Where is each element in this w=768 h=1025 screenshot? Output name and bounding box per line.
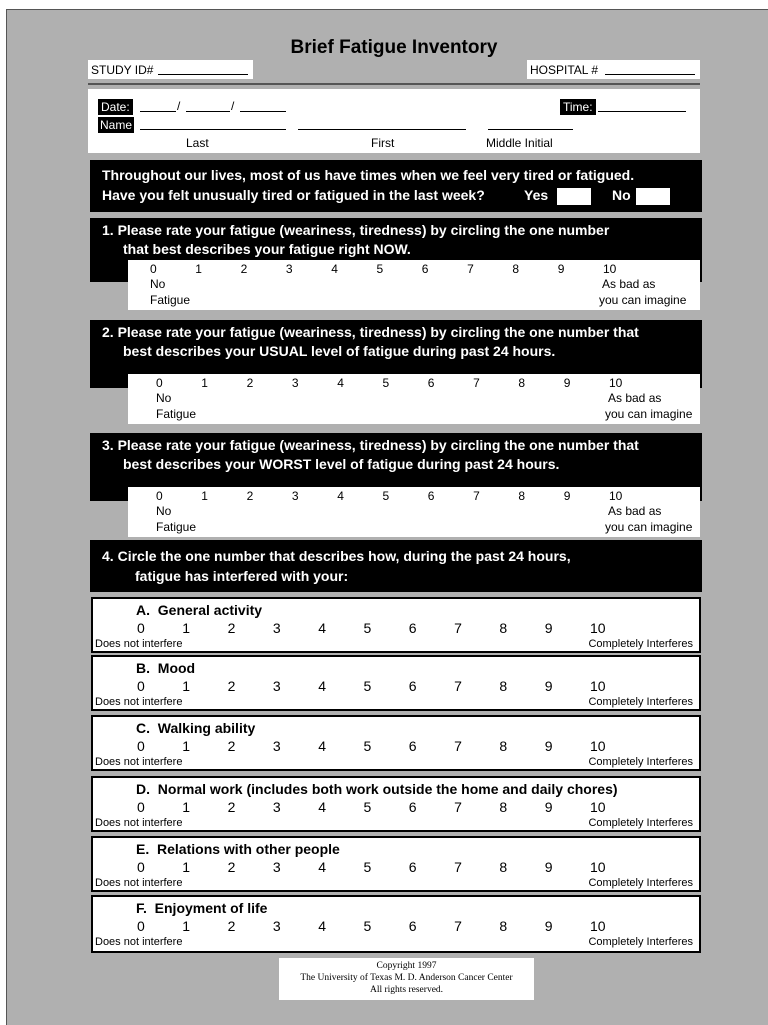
interference-item-title: C. Walking ability (136, 720, 256, 736)
scale-option[interactable]: 7 (454, 678, 462, 694)
scale-option[interactable]: 4 (318, 738, 326, 754)
intro-line-2: Have you felt unusually tired or fatigued in the last week? (102, 187, 485, 203)
study-id-field[interactable] (158, 74, 248, 75)
scale-option[interactable]: 9 (544, 799, 553, 815)
scale-option[interactable]: 4 (318, 678, 326, 694)
scale-option[interactable]: 8 (518, 489, 526, 503)
first-name-field[interactable] (298, 129, 466, 130)
first-caption: First (371, 136, 395, 150)
scale-option[interactable]: 10 (609, 489, 623, 503)
scale-option[interactable]: 10 (590, 859, 606, 875)
scale-option[interactable]: 8 (518, 376, 526, 390)
low-anchor-label: Does not interfere (95, 756, 183, 768)
intro-box (90, 160, 702, 212)
scale-option[interactable]: 7 (454, 620, 462, 636)
scale-option[interactable]: 0 (137, 620, 145, 636)
scale-option[interactable]: 4 (337, 376, 344, 390)
high-anchor-label: As bad as (602, 277, 656, 291)
low-anchor-label: Does not interfere (95, 817, 183, 829)
copyright-line-1: Copyright 1997 (376, 961, 437, 971)
interference-item-a (91, 597, 701, 653)
low-anchor-label: No (156, 504, 172, 518)
scale-option[interactable]: 8 (499, 918, 508, 934)
high-anchor-label: Completely Interferes (588, 817, 693, 829)
scale-option[interactable]: 9 (557, 262, 565, 276)
scale-option[interactable]: 0 (137, 859, 145, 875)
low-anchor-label: Does not interfere (95, 638, 183, 650)
scale-option[interactable]: 5 (363, 678, 372, 694)
question-2-line-2: best describes your USUAL level of fatigue during past 24 hours. (123, 343, 556, 359)
scale-option[interactable]: 7 (467, 262, 474, 276)
scale-option[interactable]: 9 (563, 376, 571, 390)
scale-option[interactable]: 1 (182, 859, 191, 875)
scale-option[interactable]: 6 (408, 859, 417, 875)
no-label: No (612, 187, 631, 203)
interference-item-f (91, 895, 701, 953)
scale-option[interactable]: 6 (427, 376, 435, 390)
scale-option[interactable]: 8 (499, 678, 508, 694)
scale-option[interactable]: 1 (201, 489, 208, 503)
page-title: Brief Fatigue Inventory (290, 37, 498, 58)
scale-option[interactable]: 1 (182, 799, 191, 815)
q4-header-box (90, 540, 702, 592)
scale-option[interactable]: 0 (137, 678, 145, 694)
header-divider (88, 83, 700, 85)
last-caption: Last (186, 136, 209, 150)
scale-option[interactable]: 7 (473, 489, 480, 503)
scale-option[interactable]: 3 (272, 620, 281, 636)
high-anchor-label: Completely Interferes (588, 696, 693, 708)
last-name-field[interactable] (140, 129, 286, 130)
scale-option[interactable]: 0 (137, 738, 145, 754)
scale-option[interactable]: 5 (382, 376, 390, 390)
scale-option[interactable]: 2 (227, 678, 236, 694)
interference-item-title: E. Relations with other people (136, 841, 340, 857)
scale-option[interactable]: 8 (512, 262, 520, 276)
scale-option[interactable]: 9 (544, 918, 553, 934)
scale-option[interactable]: 4 (318, 799, 326, 815)
low-anchor-label: Fatigue (156, 520, 197, 534)
scale-option[interactable]: 5 (363, 859, 372, 875)
question-1-line-1: 1. Please rate your fatigue (weariness, tiredness) by circling the one number (102, 222, 610, 238)
interference-item-e (91, 836, 701, 892)
scale-option[interactable]: 6 (408, 738, 417, 754)
scale-option[interactable]: 1 (182, 918, 191, 934)
yes-checkbox[interactable] (557, 188, 591, 205)
high-anchor-label: Completely Interferes (588, 936, 693, 948)
scale-option[interactable]: 0 (156, 376, 163, 390)
scale-option[interactable]: 10 (590, 799, 606, 815)
scale-option[interactable]: 9 (544, 738, 553, 754)
scale-option[interactable]: 7 (454, 738, 462, 754)
scale-option[interactable]: 8 (499, 799, 508, 815)
interference-item-title: B. Mood (136, 660, 196, 676)
scale-option[interactable]: 4 (331, 262, 338, 276)
scale-option[interactable]: 3 (272, 918, 281, 934)
interference-item-title: D. Normal work (includes both work outside the home and daily chores) (136, 781, 618, 797)
scale-option[interactable]: 8 (499, 620, 508, 636)
scale-option[interactable]: 0 (137, 918, 145, 934)
scale-option[interactable]: 2 (240, 262, 248, 276)
low-anchor-label: Does not interfere (95, 936, 183, 948)
scale-option[interactable]: 4 (318, 620, 326, 636)
scale-option[interactable]: 3 (272, 738, 281, 754)
high-anchor-label: As bad as (608, 504, 662, 518)
scale-option[interactable]: 3 (285, 262, 293, 276)
question-1-line-2: that best describes your fatigue right NOW. (123, 241, 411, 257)
scale-option[interactable]: 1 (201, 376, 208, 390)
scale-option[interactable]: 2 (246, 376, 254, 390)
scale-option[interactable]: 2 (227, 918, 236, 934)
copyright-box (279, 958, 534, 1000)
scale-option[interactable]: 5 (382, 489, 390, 503)
scale-option[interactable]: 8 (499, 859, 508, 875)
scale-option[interactable]: 6 (408, 678, 417, 694)
study-id-box (88, 60, 253, 79)
time-field[interactable] (598, 111, 686, 112)
scale-option[interactable]: 1 (182, 738, 191, 754)
no-checkbox[interactable] (636, 188, 670, 205)
scale-option[interactable]: 2 (246, 489, 254, 503)
high-anchor-label: Completely Interferes (588, 756, 693, 768)
scale-option[interactable]: 1 (182, 678, 191, 694)
copyright-line-3: All rights reserved. (369, 985, 444, 995)
scale-option[interactable]: 6 (427, 489, 435, 503)
question-3-scale (128, 487, 700, 537)
question-2-scale (128, 374, 700, 424)
low-anchor-label: No (150, 277, 166, 291)
scale-option[interactable]: 10 (603, 262, 617, 276)
yes-label: Yes (524, 187, 549, 203)
low-anchor-label: Fatigue (156, 407, 197, 421)
scale-option[interactable]: 3 (291, 489, 299, 503)
interference-item-title: A. General activity (136, 602, 263, 618)
scale-option[interactable]: 6 (408, 918, 417, 934)
scale-option[interactable]: 5 (363, 620, 372, 636)
scale-option[interactable]: 3 (272, 678, 281, 694)
scale-option[interactable]: 5 (363, 738, 372, 754)
scale-option[interactable]: 6 (408, 620, 417, 636)
hospital-box (527, 60, 700, 79)
scale-option[interactable]: 5 (376, 262, 384, 276)
date-month-field[interactable] (140, 111, 176, 112)
time-label: Time: (560, 99, 596, 115)
scale-option[interactable]: 3 (272, 859, 281, 875)
scale-option[interactable]: 0 (150, 262, 157, 276)
scale-option[interactable]: 10 (590, 918, 606, 934)
q4-line-2: fatigue has interfered with your: (135, 568, 349, 584)
interference-item-title: F. Enjoyment of life (136, 900, 268, 916)
scale-option[interactable]: 10 (590, 738, 606, 754)
interference-item-b (91, 655, 701, 711)
scale-option[interactable]: 10 (609, 376, 623, 390)
scale-option[interactable]: 1 (182, 620, 191, 636)
scale-option[interactable]: 5 (363, 799, 372, 815)
hospital-field[interactable] (605, 74, 695, 75)
high-anchor-label: you can imagine (605, 520, 693, 534)
scale-option[interactable]: 8 (499, 738, 508, 754)
scale-option[interactable]: 9 (563, 489, 571, 503)
scale-option[interactable]: 4 (318, 918, 326, 934)
scale-option[interactable]: 3 (272, 799, 281, 815)
high-anchor-label: Completely Interferes (588, 877, 693, 889)
date-day-field[interactable] (186, 111, 230, 112)
interference-item-c (91, 715, 701, 771)
high-anchor-label: Completely Interferes (588, 638, 693, 650)
scale-option[interactable]: 9 (544, 678, 553, 694)
scale-option[interactable]: 5 (363, 918, 372, 934)
scale-option[interactable]: 2 (227, 620, 236, 636)
scale-option[interactable]: 7 (473, 376, 480, 390)
scale-option[interactable]: 0 (156, 489, 163, 503)
interference-item-d (91, 776, 701, 832)
scale-option[interactable]: 0 (137, 799, 145, 815)
scale-option[interactable]: 6 (408, 799, 417, 815)
question-1-scale (128, 260, 700, 310)
low-anchor-label: Does not interfere (95, 696, 183, 708)
scale-option[interactable]: 2 (227, 799, 236, 815)
low-anchor-label: Does not interfere (95, 877, 183, 889)
q4-line-1: 4. Circle the one number that describes how, during the past 24 hours, (102, 548, 571, 564)
scale-option[interactable]: 3 (291, 376, 299, 390)
date-year-field[interactable] (240, 111, 286, 112)
patient-info-box: Date: / / Time: Name Last First Middle Initial (88, 89, 700, 153)
low-anchor-label: No (156, 391, 172, 405)
question-3-line-2: best describes your WORST level of fatigue during past 24 hours. (123, 456, 560, 472)
question-2-line-1: 2. Please rate your fatigue (weariness, tiredness) by circling the one number that (102, 324, 639, 340)
scale-option[interactable]: 7 (454, 859, 462, 875)
question-3-line-1: 3. Please rate your fatigue (weariness, tiredness) by circling the one number that (102, 437, 639, 453)
low-anchor-label: Fatigue (150, 293, 191, 307)
scale-option[interactable]: 1 (195, 262, 202, 276)
scale-option[interactable]: 2 (227, 738, 236, 754)
scale-option[interactable]: 4 (318, 859, 326, 875)
scale-option[interactable]: 10 (590, 620, 606, 636)
scale-option[interactable]: 10 (590, 678, 606, 694)
name-label: Name (100, 118, 133, 132)
scale-option[interactable]: 9 (544, 859, 553, 875)
scale-option[interactable]: 4 (337, 489, 344, 503)
intro-line-1: Throughout our lives, most of us have times when we feel very tired or fatigued. (102, 167, 635, 183)
high-anchor-label: you can imagine (599, 293, 687, 307)
high-anchor-label: you can imagine (605, 407, 693, 421)
copyright-line-2: The University of Texas M. D. Anderson Cancer Center (300, 973, 513, 983)
scale-option[interactable]: 7 (454, 918, 462, 934)
high-anchor-label: As bad as (608, 391, 662, 405)
scale-option[interactable]: 9 (544, 620, 553, 636)
hospital-label: HOSPITAL # (530, 63, 599, 77)
scale-option[interactable]: 7 (454, 799, 462, 815)
date-label: Date: (98, 99, 133, 115)
middle-initial-caption: Middle Initial (486, 136, 553, 150)
study-id-label: STUDY ID# (91, 63, 154, 77)
middle-initial-field[interactable] (488, 129, 573, 130)
scale-option[interactable]: 2 (227, 859, 236, 875)
scale-option[interactable]: 6 (421, 262, 429, 276)
